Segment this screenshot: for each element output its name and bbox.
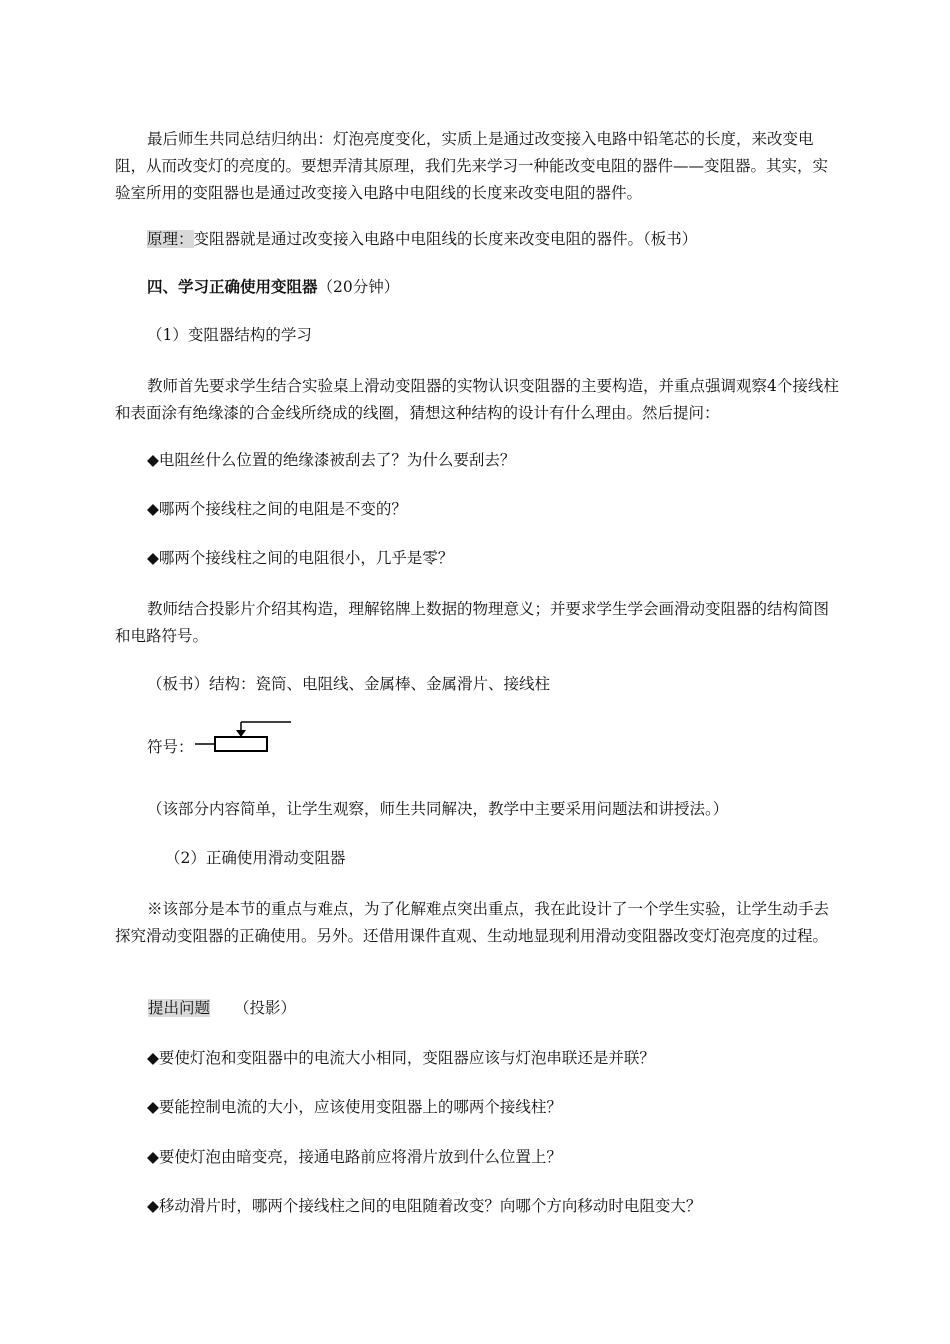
- section-time: （20分钟）: [317, 278, 400, 296]
- paragraph-summary: 最后师生共同总结归纳出：灯泡亮度变化，实质上是通过改变接入电路中铅笔芯的长度，来改变电阻，从而改变灯的亮度的。要想弄清其原理，我们先来学习一种能改变电阻的器件——变阻器。其实，实验室所用的变阻器也是通过改变接入电路中电阻线的长度来改变电阻的器件。: [115, 130, 829, 202]
- question-item: ◆电阻丝什么位置的绝缘漆被刮去了？为什么要刮去？: [147, 451, 516, 469]
- teaching-note: （该部分内容简单，让学生观察，师生共同解决，教学中主要采用问题法和讲授法。）: [147, 800, 729, 818]
- ask-text: （投影）: [234, 999, 297, 1017]
- principle-text: 变阻器就是通过改变接入电路中电阻线的长度来改变电阻的器件。（板书）: [193, 230, 698, 248]
- section-title: 四、学习正确使用变阻器: [147, 277, 318, 296]
- question-item: ◆哪两个接线柱之间的电阻是不变的？: [147, 500, 407, 518]
- rheostat-symbol-icon: [193, 718, 293, 758]
- principle-label: 原理：: [147, 230, 194, 248]
- symbol-label: 符号：: [147, 738, 194, 756]
- subheading-structure: （1）变阻器结构的学习: [147, 326, 312, 344]
- ask-label: 提出问题: [148, 999, 211, 1017]
- section-heading: [115, 273, 840, 301]
- paragraph-structure-intro: 教师首先要求学生结合实验桌上滑动变阻器的实物认识变阻器的主要构造，并重点强调观察4个接线柱和表面涂有绝缘漆的合金线所绕成的线圈，猜想这种结构的设计有什么理由。然后提问：: [115, 377, 839, 422]
- paragraph-principle: [115, 226, 840, 253]
- subheading-usage: （2）正确使用滑动变阻器: [165, 849, 346, 867]
- ask-question-heading: [148, 995, 840, 1022]
- question-item: ◆要使灯泡和变阻器中的电流大小相同，变阻器应该与灯泡串联还是并联？: [147, 1049, 655, 1067]
- question-item: ◆移动滑片时，哪两个接线柱之间的电阻随着改变？向哪个方向移动时电阻变大？: [147, 1197, 702, 1215]
- paragraph-key-point: ※该部分是本节的重点与难点，为了化解难点突出重点，我在此设计了一个学生实验，让学生动手去探究滑动变阻器的正确使用。另外。还借用课件直观、生动地显现利用滑动变阻器改变灯泡亮度的过程。: [115, 900, 830, 945]
- question-item: ◆哪两个接线柱之间的电阻很小，几乎是零？: [147, 549, 454, 567]
- paragraph-projection: 教师结合投影片介绍其构造，理解铭牌上数据的物理意义；并要求学生学会画滑动变阻器的结构简图和电路符号。: [115, 600, 830, 645]
- rheostat-symbol-row: [147, 718, 347, 768]
- structure-line: （板书）结构：瓷筒、电阻线、金属棒、金属滑片、接线柱: [147, 675, 551, 693]
- question-item: ◆要能控制电流的大小，应该使用变阻器上的哪两个接线柱？: [147, 1098, 562, 1116]
- question-item: ◆要使灯泡由暗变亮，接通电路前应将滑片放到什么位置上？: [147, 1148, 562, 1166]
